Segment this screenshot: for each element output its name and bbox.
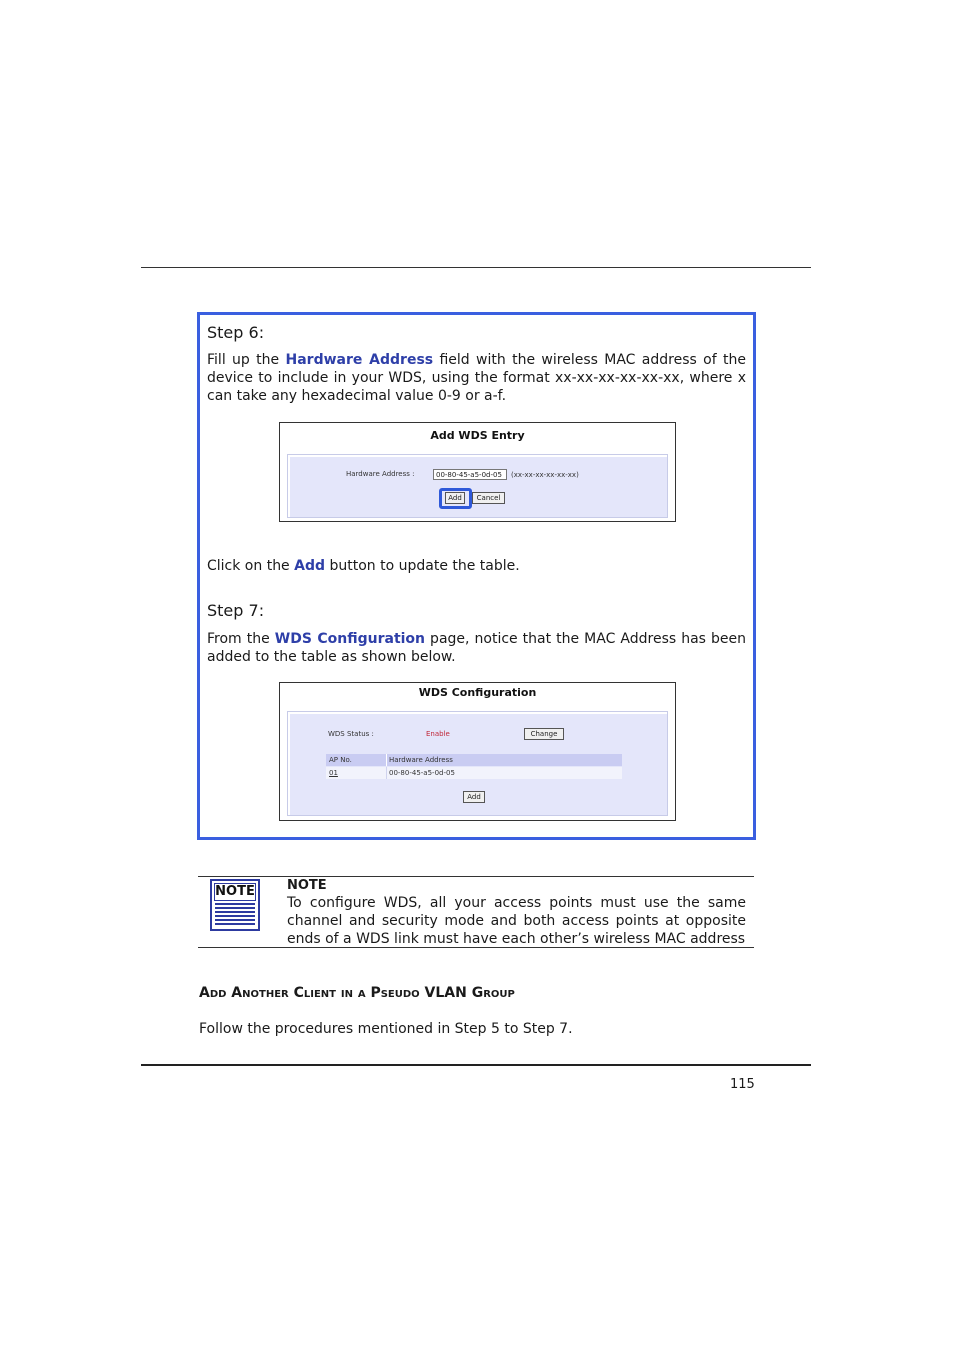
note-body: To configure WDS, all your access points must use the same channel and security mode and both access points at opposite ends of a WDS link must have each other’s wireless MAC address — [287, 895, 746, 947]
column-divider — [386, 754, 387, 766]
note-bottom-rule — [198, 947, 754, 948]
cancel-button[interactable]: Cancel — [472, 492, 505, 504]
column-ap-no: AP No. — [329, 756, 352, 764]
column-hardware-address: Hardware Address — [389, 756, 453, 764]
wds-configuration-keyword: WDS Configuration — [274, 631, 426, 647]
wds-configuration-panel — [279, 682, 676, 821]
note-top-rule — [198, 876, 754, 877]
note-icon — [210, 879, 260, 931]
ap-number-link[interactable]: 01 — [329, 769, 338, 777]
table-header — [326, 754, 622, 766]
footer-rule — [141, 1064, 811, 1066]
click-add-paragraph: Click on the Add button to update the table. — [207, 558, 520, 574]
hardware-address-input[interactable]: 00-80-45-a5-0d-05 — [433, 469, 507, 480]
hardware-address-label: Hardware Address : — [346, 470, 415, 478]
page-number: 115 — [730, 1077, 755, 1092]
wds-status-value: Enable — [426, 730, 450, 738]
add-button[interactable]: Add — [445, 492, 465, 504]
hardware-address-keyword: Hardware Address — [285, 352, 434, 368]
change-button[interactable]: Change — [524, 728, 564, 740]
step6-paragraph: Fill up the Hardware Address field with the wireless MAC address of the device to include in your WDS, using the format xx-xx-xx-xx-xx-xx, where x can take any hexadecimal value 0-9 or a-f. — [207, 352, 746, 404]
add-wds-entry-panel — [279, 422, 676, 522]
add-keyword: Add — [294, 558, 326, 574]
wds-status-label: WDS Status : — [328, 730, 374, 738]
table-row — [326, 767, 622, 779]
step6-heading: Step 6: — [207, 323, 265, 342]
header-rule — [141, 267, 811, 268]
add-entry-button[interactable]: Add — [463, 791, 485, 803]
section-title: Add Another Client in a Pseudo VLAN Group — [199, 985, 515, 1001]
wds-configuration-title: WDS Configuration — [418, 686, 537, 699]
wds-configuration-form — [287, 711, 668, 816]
hardware-address-cell: 00-80-45-a5-0d-05 — [389, 769, 455, 777]
hardware-address-hint: (xx-xx-xx-xx-xx-xx) — [511, 471, 579, 479]
step7-heading: Step 7: — [207, 601, 265, 620]
column-divider — [386, 767, 387, 779]
note-heading: NOTE — [287, 878, 327, 893]
add-wds-entry-form — [287, 454, 668, 518]
step7-paragraph: From the WDS Configuration page, notice that the MAC Address has been added to the table as shown below. — [207, 631, 746, 665]
note-icon-label: NOTE — [215, 884, 255, 899]
section-text: Follow the procedures mentioned in Step 5 to Step 7. — [199, 1021, 573, 1037]
note-icon-lines — [215, 903, 255, 926]
add-wds-entry-title: Add WDS Entry — [430, 429, 525, 442]
